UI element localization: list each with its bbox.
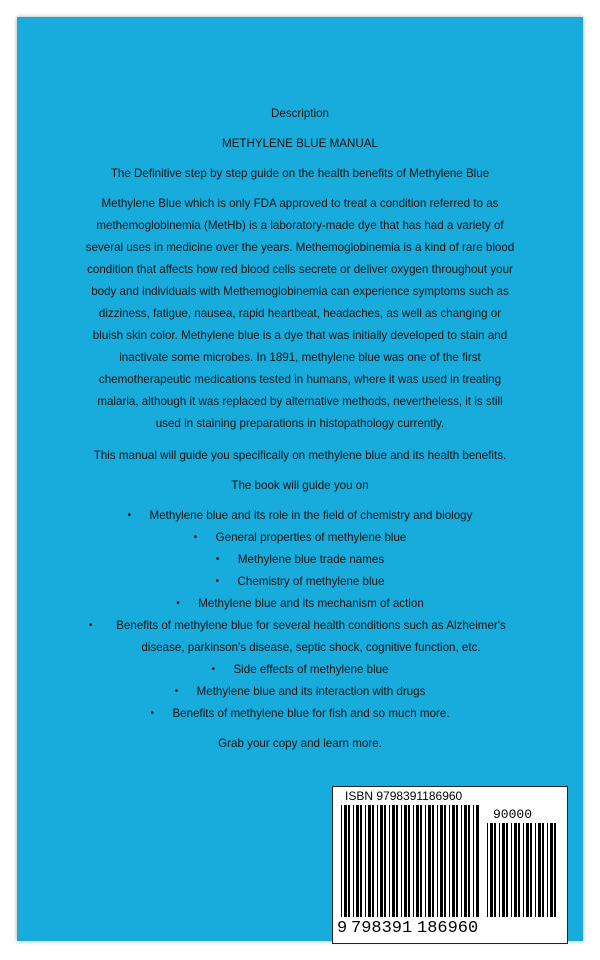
barcode-bar [344,805,347,917]
barcode-bar [341,805,342,917]
bullet-icon: • [127,510,132,521]
barcode-bar [404,805,407,917]
barcode-bar [420,805,422,917]
benefit-list [50,505,550,725]
barcode-bar [550,823,553,917]
bullet-icon: • [193,532,198,543]
list-item: • Methylene blue and its mechanism of action [50,593,550,615]
barcode-bar [538,823,541,917]
barcode-bar [353,805,354,917]
barcode-digit-first: 9 [337,919,348,938]
barcode-bar [380,805,383,917]
barcode-bar [360,805,362,917]
barcode-bar [499,823,500,917]
barcode-bar [396,805,398,917]
barcode-bar [487,823,488,917]
list-item: • Benefits of methylene blue for several health conditions such as Alzheimer's disease, parkinson's disease, septic shock, cognitive function, etc. [50,615,550,659]
barcode-bar [511,823,512,917]
bullet-icon: • [89,620,93,631]
barcode-bar [368,805,371,917]
description-heading: Description [271,107,329,120]
barcode-bar [526,823,529,917]
barcode-bar [425,805,426,917]
addon-barcode-bars [485,823,559,917]
barcode-bar [432,805,434,917]
barcode-bar [437,805,438,917]
barcode-bar [490,823,493,917]
addon-code: 90000 [493,807,533,822]
barcode-bar [514,823,517,917]
isbn-barcode [332,786,568,944]
barcode-bar [440,805,443,917]
subtitle: The Definitive step by step guide on the health benefits of Methylene Blue [110,167,490,180]
barcode-bar [506,823,508,917]
barcode-bar [464,805,467,917]
body-paragraph: Methylene Blue which is only FDA approved to treat a condition referred to as methemoglobinemia (MetHb) is a laboratory-made dye that has had a variety of several uses in medicine over the years. Methemoglobinemia is a kind of rare blood condition that affects how red blood cells secrete or deliver oxygen throughout your body and individuals with Methemoglobinemia can experience symptoms such as dizziness, fatigue, nausea, rapid heartbeat, headaches, as well as changing or bluish skin color. Methylene blue is a dye that was initially developed to stain and inactivate some microbes. In 1891, methylene blue was one of the first chemotherapeutic medications tested in humans, where it was used in treating malaria, although it was replaced by alternative methods, nevertheless, it is still used in staining preparations in histopathology currently. [85,197,515,430]
manual-title: METHYLENE BLUE MANUAL [222,137,378,150]
barcode-bar [413,805,414,917]
back-cover [17,17,583,941]
list-item: • Chemistry of methylene blue [50,571,550,593]
list-item: • Side effects of methylene blue [50,659,550,681]
bullet-icon: • [211,664,215,675]
isbn-label: ISBN 9798391186960 [345,789,463,803]
barcode-bar [547,823,548,917]
barcode-digits-left: 798391 [351,919,413,938]
barcode-bar [461,805,462,917]
barcode-bar [449,805,450,917]
barcode-bar [523,823,524,917]
barcode-bar [456,805,458,917]
cover-text-block [17,103,583,763]
bullet-icon: • [215,576,220,587]
barcode-bar [365,805,366,917]
barcode-bar [535,823,536,917]
list-item: • Methylene blue and its role in the field of chemistry and biology [50,505,550,527]
barcode-bar [428,805,431,917]
barcode-bar [348,805,350,917]
barcode-bar [384,805,386,917]
barcode-bar [518,823,520,917]
barcode-bar [502,823,505,917]
barcode-bar [377,805,378,917]
barcode-bar [408,805,410,917]
barcode-bar [372,805,374,917]
list-item: • Methylene blue trade names [50,549,550,571]
barcode-bar [494,823,496,917]
bullet-icon: • [150,708,154,719]
bullet-icon: • [215,554,220,565]
barcode-bar [530,823,532,917]
list-item: • Methylene blue and its interaction with drugs [50,681,550,703]
barcode-bar [476,805,479,917]
barcode-bar [468,805,470,917]
barcode-bar [416,805,419,917]
list-item: • Benefits of methylene blue for fish and so much more. [50,703,550,725]
barcode-bars [339,805,481,919]
barcode-bar [542,823,544,917]
list-item: • General properties of methylene blue [50,527,550,549]
barcode-bar [452,805,455,917]
barcode-bar [401,805,402,917]
closing-line: Grab your copy and learn more. [218,737,382,750]
guide-intro: The book will guide you on [231,479,369,492]
guide-line: This manual will guide you specifically on methylene blue and its health benefits. [93,449,507,462]
barcode-bar [356,805,359,917]
barcode-bar [473,805,474,917]
barcode-bar [392,805,395,917]
bullet-icon: • [174,686,179,697]
barcode-bar [389,805,390,917]
bullet-icon: • [176,598,180,609]
barcode-digits-right: 186960 [417,919,479,938]
barcode-bar [554,823,556,917]
barcode-bar [444,805,446,917]
